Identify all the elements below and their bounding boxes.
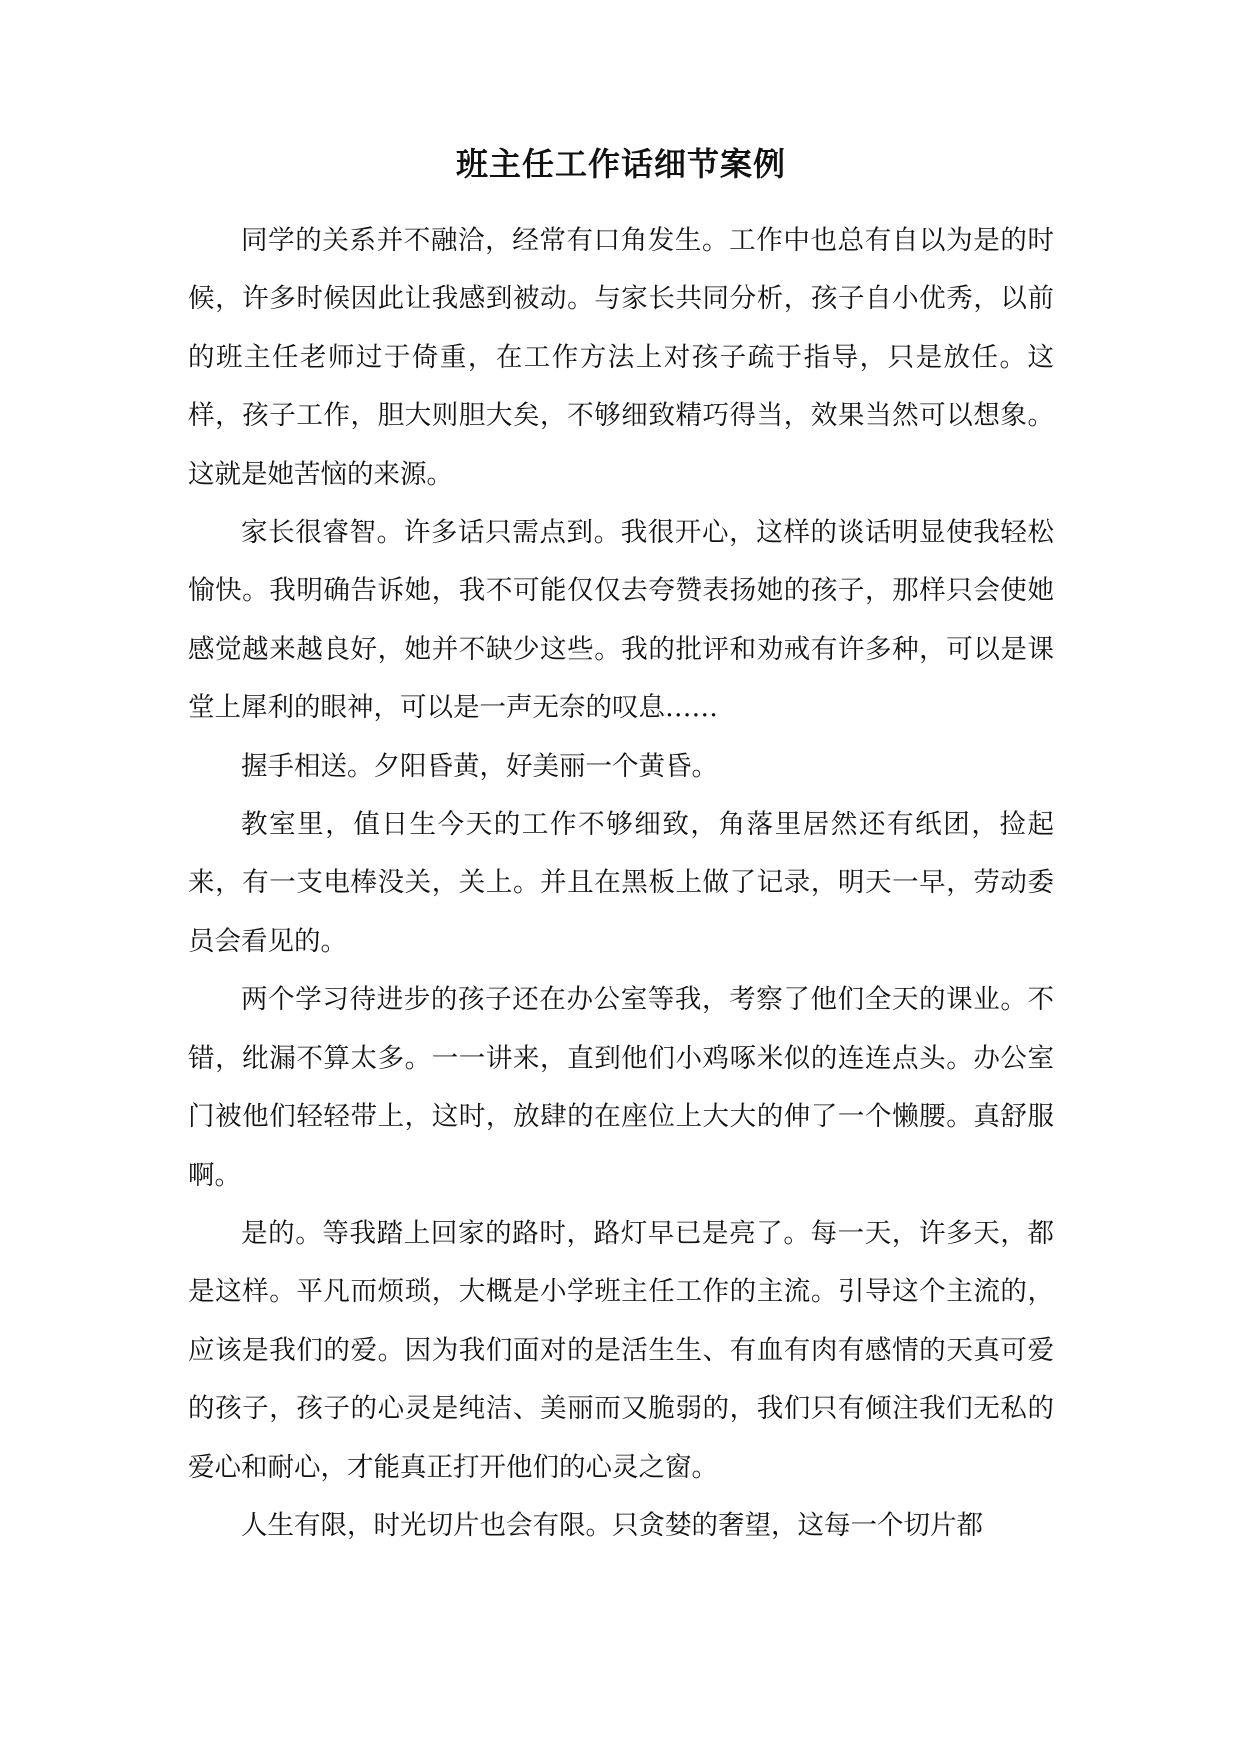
paragraph-5: 两个学习待进步的孩子还在办公室等我，考察了他们全天的课业。不错，纰漏不算太多。一一讲来，直到他们小鸡啄米似的连连点头。办公室门被他们轻轻带上，这时，放肆的在座位上大大的伸了一个懒腰。真舒服啊。 — [188, 984, 1054, 1191]
paragraph-4: 教室里，值日生今天的工作不够细致，角落里居然还有纸团，捡起来，有一支电棒没关，关上。并且在黑板上做了记录，明天一早，劳动委员会看见的。 — [188, 809, 1054, 957]
paragraph-7: 人生有限，时光切片也会有限。只贪婪的奢望，这每一个切片都 — [241, 1509, 983, 1541]
paragraph-6: 是的。等我踏上回家的路时，路灯早已是亮了。每一天，许多天，都是这样。平凡而烦琐，大概是小学班主任工作的主流。引导这个主流的，应该是我们的爱。因为我们面对的是活生生、有血有肉有感情的天真可爱的孩子，孩子的心灵是纯洁、美丽而又脆弱的，我们只有倾注我们无私的爱心和耐心，才能真正打开他们的心灵之窗。 — [188, 1217, 1054, 1483]
paragraph-3: 握手相送。夕阳昏黄，好美丽一个黄昏。 — [241, 750, 718, 782]
paragraph-2: 家长很睿智。许多话只需点到。我很开心，这样的谈话明显使我轻松愉快。我明确告诉她，我不可能仅仅去夸赞表扬她的孩子，那样只会使她感觉越来越良好，她并不缺少这些。我的批评和劝戒有许多种，可以是课堂上犀利的眼神，可以是一声无奈的叹息…… — [188, 517, 1054, 724]
document-title: 班主任工作话细节案例 — [455, 145, 786, 183]
document-page — [188, 140, 1054, 1555]
paragraph-1: 同学的关系并不融洽，经常有口角发生。工作中也总有自以为是的时候，许多时候因此让我感到被动。与家长共同分析，孩子自小优秀，以前的班主任老师过于倚重，在工作方法上对孩子疏于指导，只是放任。这样，孩子工作，胆大则胆大矣，不够细致精巧得当，效果当然可以想象。这就是她苦恼的来源。 — [188, 225, 1054, 490]
